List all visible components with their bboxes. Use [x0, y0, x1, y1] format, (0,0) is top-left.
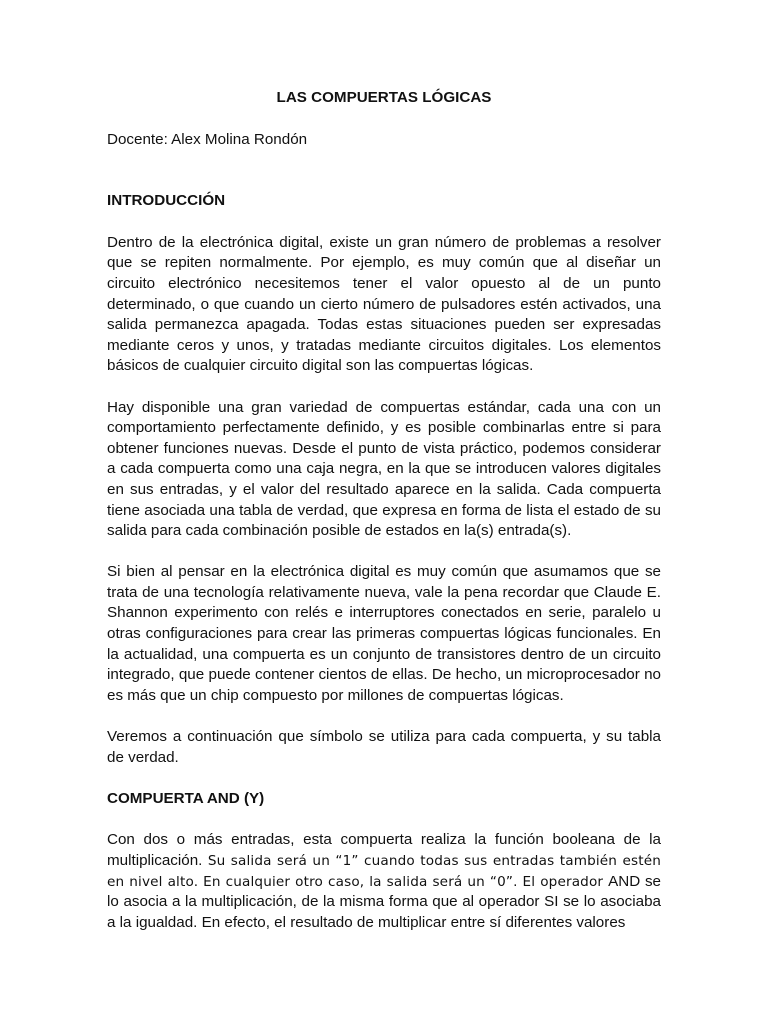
paragraph: Hay disponible una gran variedad de compuertas estándar, cada una con un comportamiento perfectamente definido, y es posible combinarlas entre si para obtener funciones nuevas. Desde el punto de vista práctico, podemos considerar a cada compuerta como una caja negra, en la que se introducen valores digitales en sus entradas, y el valor del resultado aparece en la salida. Cada compuerta tiene asociada una tabla de verdad, que expresa en forma de lista el estado de su salida para cada combinación posible de estados en la(s) entrada(s).	[107, 398, 661, 540]
paragraph	[107, 830, 661, 933]
paragraph: Veremos a continuación que símbolo se utiliza para cada compuerta, y su tabla de verdad.	[107, 728, 661, 766]
document-title: LAS COMPUERTAS LÓGICAS	[276, 89, 492, 106]
paragraph-part: AND se lo asocia a la multiplicación, de la misma forma que al operador SI se lo asociaba a la igualdad. En efecto, el resultado de multiplicar entre sí diferentes valores	[107, 872, 661, 931]
paragraph: Si bien al pensar en la electrónica digital es muy común que asumamos que se trata de una tecnología relativamente nueva, vale la pena recordar que Claude E. Shannon experimento con relés e interruptores conectados en serie, paralelo u otras configuraciones para crear las primeras compuertas lógicas funcionales. En la actualidad, una compuerta es un conjunto de transistores dentro de un circuito integrado, que puede contener cientos de ellas. De hecho, un microprocesador no es más que un chip compuesto por millones de compuertas lógicas.	[107, 563, 661, 704]
section-heading-introduccion: INTRODUCCIÓN	[107, 192, 226, 210]
paragraph: Dentro de la electrónica digital, existe un gran número de problemas a resolver que se repiten normalmente. Por ejemplo, es muy común que al diseñar un circuito electrónico necesitemos tener el valor opuesto al de un punto determinado, o que cuando un cierto número de pulsadores estén activados, una salida permanezca apagada. Todas estas situaciones pueden ser expresadas mediante ceros y unos, y tratadas mediante circuitos digitales. Los elementos básicos de cualquier circuito digital son las compuertas lógicas.	[107, 233, 661, 375]
author-line: Docente: Alex Molina Rondón	[107, 130, 308, 148]
paragraph-part: Su salida será un “1” cuando todas sus entradas también estén en nivel alto. En cualquier otro caso, la salida será un “0”. El operador	[107, 853, 661, 890]
section-heading-compuerta-and: COMPUERTA AND (Y)	[107, 789, 265, 807]
paragraph-part: Con dos o más entradas, esta compuerta realiza la función booleana de la multiplicación.	[107, 831, 661, 869]
